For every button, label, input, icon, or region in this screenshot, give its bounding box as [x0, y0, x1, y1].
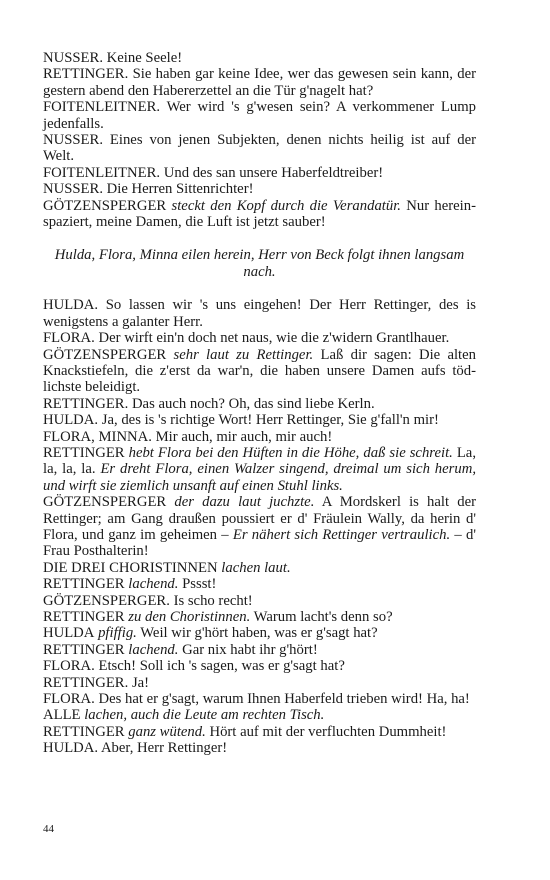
dialogue-line: RETTINGER hebt Flora bei den Hüften in die Höhe, daß sie schreit. La, la, la, la. Er dreht Flora, einen Walzer singend, dreimal um sich herum, und wirft sie ziemlich unsanft auf einen Stuhl links.: [43, 444, 476, 494]
dialogue-line: RETTINGER zu den Choristinnen. Warum lacht's denn so?: [43, 609, 393, 625]
dialogue-line: RETTINGER lachend. Gar nix habt ihr g'hört!: [43, 641, 318, 658]
dialogue-line: RETTINGER. Ja!: [43, 674, 150, 691]
dialogue-line: RETTINGER lachend. Pssst!: [43, 576, 217, 593]
dialogue-line: FLORA. Der wirft ein'n doch net naus, wie die z'widern Grantlhauer.: [43, 330, 450, 347]
dialogue-line: DIE DREI CHORISTINNEN lachen laut.: [43, 559, 291, 576]
dialogue-line: RETTINGER ganz wütend. Hört auf mit der verfluchten Dummheit!: [43, 723, 447, 740]
stage-direction: Hulda, Flora, Minna eilen herein, Herr von Beck folgt ihnen langsam nach.: [54, 247, 465, 280]
dialogue-line: HULDA. Aber, Herr Rettinger!: [43, 740, 228, 757]
dialogue-line: GÖTZENSPERGER sehr laut zu Rettinger. Laß dir sagen: Die alten Knackstiefeln, die z'erst da war'n, die haben unsere Damen aufs töd-lichste beleidigt.: [43, 346, 477, 396]
dialogue-line: RETTINGER. Das auch noch? Oh, das sind liebe Kerln.: [43, 395, 375, 412]
dialogue-line: ALLE lachen, auch die Leute am rechten Tisch.: [43, 707, 325, 724]
dialogue-line: HULDA pfiffig. Weil wir g'hört haben, was er g'sagt hat?: [43, 625, 378, 642]
dialogue-line: HULDA. Ja, des is 's richtige Wort! Herr Rettinger, Sie g'fall'n mir!: [43, 412, 439, 429]
dialogue-line: RETTINGER. Sie haben gar keine Idee, wer das gewesen sein kann, der gestern abend den Habererzettel an die Tür g'nagelt hat?: [43, 66, 476, 99]
dialogue-line: HULDA. So lassen wir 's uns eingehen! Der Herr Rettinger, des is wenigstens a galanter Herr.: [43, 297, 476, 330]
dialogue-line: FOITENLEITNER. Und des san unsere Haberfeldtreiber!: [43, 164, 384, 181]
dialogue-line: GÖTZENSPERGER der dazu laut juchzte. A Mordskerl is halt der Rettinger; am Gang draußen poussiert er d' Fräulein Wally, da herin d' Flora, und ganz im geheimen – Er nähert sich Rettinger vertraulich. – d' Frau Posthalterin!: [43, 494, 476, 560]
spacer: [43, 230, 476, 247]
dialogue-line: GÖTZENSPERGER. Is scho recht!: [43, 592, 253, 609]
dialogue-line: NUSSER. Die Herren Sittenrichter!: [43, 181, 254, 198]
dialogue-line: GÖTZENSPERGER steckt den Kopf durch die Verandatür. Nur herein-spaziert, meine Damen, die Luft ist jetzt sauber!: [43, 197, 476, 231]
page-number: 44: [43, 823, 54, 835]
dialogue-line: NUSSER. Keine Seele!: [43, 50, 183, 66]
dialogue-line: FLORA. Etsch! Soll ich 's sagen, was er g'sagt hat?: [43, 658, 345, 675]
dialogue-line: FLORA, MINNA. Mir auch, mir auch, mir auch!: [43, 428, 333, 445]
dialogue-line: FOITENLEITNER. Wer wird 's g'wesen sein? A verkommener Lump jedenfalls.: [43, 99, 476, 132]
dialogue-line: NUSSER. Eines von jenen Subjekten, denen nichts heilig ist auf der Welt.: [43, 132, 476, 165]
spacer: [43, 280, 476, 297]
dialogue-line: FLORA. Des hat er g'sagt, warum Ihnen Haberfeld trieben wird! Ha, ha!: [43, 691, 470, 708]
page-text: [43, 50, 476, 757]
